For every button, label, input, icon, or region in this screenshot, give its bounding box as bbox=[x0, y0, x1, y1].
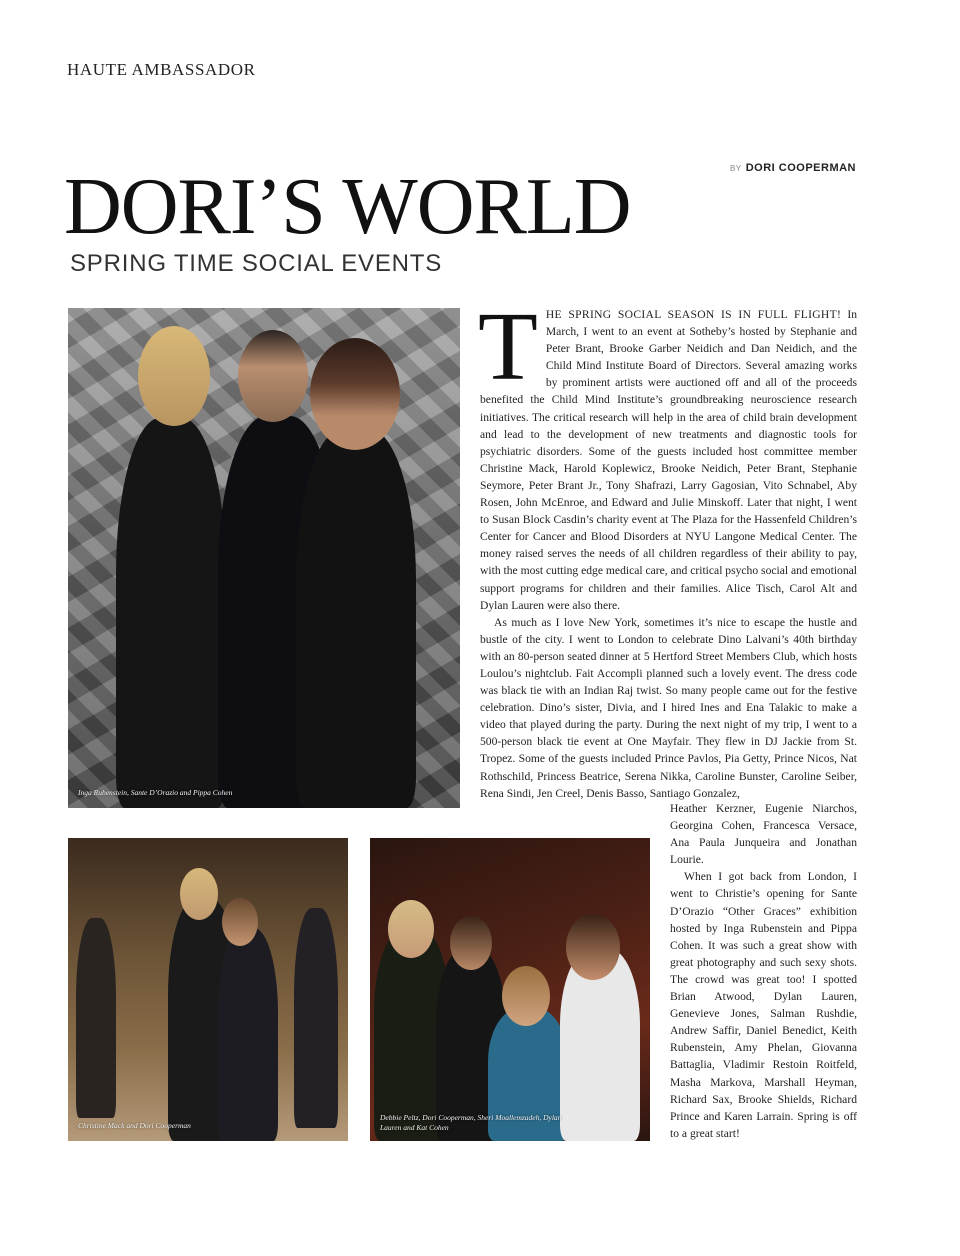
photo-head-right bbox=[310, 338, 400, 450]
photo-figure-left bbox=[116, 418, 226, 808]
article-column-top bbox=[478, 293, 857, 802]
photo-head bbox=[388, 900, 434, 958]
photo-head-right bbox=[222, 898, 258, 946]
main-photo bbox=[68, 308, 460, 808]
section-label: HAUTE AMBASSADOR bbox=[67, 60, 256, 79]
photo-head-left bbox=[138, 326, 210, 426]
byline-author: DORI COOPERMAN bbox=[745, 162, 856, 174]
drop-cap: T bbox=[478, 293, 538, 401]
headline: DORI’S WORLD bbox=[64, 163, 631, 251]
right-photo bbox=[370, 838, 650, 1141]
article-paragraph-text: In March, I went to an event at Sotheby’s hosted by Stephanie and Peter Brant, Brooke Garber Neidich and Dan Neidich, and the Child Mind Institute Board of Directors. Several amazing works by prominent artists were auctioned off and all of the proceeds benefited the Child Mind Institute’s groundbreaking neuroscience research initiatives. The critical research will help in the area of child brain development and lead to the development of new treatments and diagnostic tools for psychiatric disorders. Some of the guests included host committee member Christine Mack, Harold Koplewicz, Brooke Neidich, Peter Brant, Stephanie Seymore, Peter Brant Jr., Tony Shafrazi, Larry Gagosian, Vito Schnabel, Aby Rosen, John McEnroe, and Edward and Julie Minskoff. Later that night, I went to Susan Block Casdin’s charity event at The Plaza for the Hassenfeld Children’s Center for Cancer and Blood Disorders at NYU Langone Medical Center. The money raised serves the needs of all children regardless of their ability to pay, with the most cutting edge medical care, and critical psycho social and emotional support programs for children and their families. Alice Tisch, Carol Alt and Dylan Lauren were also there. bbox=[480, 308, 857, 612]
subhead: SPRING TIME SOCIAL EVENTS bbox=[70, 250, 443, 277]
article-paragraph: As much as I love New York, sometimes it’s nice to escape the hustle and bustle of the city. I went to London to celebrate Dino Lalvani’s 40th birthday with an 80-person seated dinner at 5 Hertford Street Members Club, which hosts Loulou’s nightclub. Fait Accompli planned such a lovely event. The dress code was black tie with an Indian Raj twist. So many people came out for the festive celebration. Dino’s sister, Divia, and I hired Ines and Ena Talakic to make a video that played during the party. During the next night of my trip, I went to a 500-person black tie event at One Mayfair. They flew in DJ Jackie from St. Tropez. Some of the guests included Prince Pavlos, Pia Getty, Prince Nicos, Nat Rothschild, Princess Beatrice, Serena Nikka, Caroline Bunster, Caroline Seiber, Rena Sindi, Jen Creel, Denis Basso, Santiago Gonzalez, bbox=[480, 615, 857, 800]
photo-head bbox=[502, 966, 550, 1026]
photo-bg-figure bbox=[294, 908, 338, 1128]
article-paragraph: Heather Kerzner, Eugenie Niarchos, Georgina Cohen, Francesca Versace, Ana Paula Junqueira and Jonathan Lourie. bbox=[670, 802, 857, 867]
left-photo bbox=[68, 838, 348, 1141]
byline bbox=[730, 162, 856, 174]
right-photo-caption: Debbie Peltz, Dori Cooperman, Sheri Moallemzadeh, Dylan Lauren and Kat Cohen bbox=[380, 1113, 562, 1132]
photo-head-left bbox=[180, 868, 218, 920]
photo-figure-right bbox=[296, 428, 416, 808]
byline-prefix: BY bbox=[730, 164, 742, 173]
article-column-bottom bbox=[670, 800, 857, 1142]
photo-bg-figure bbox=[76, 918, 116, 1118]
article-lead: HE SPRING SOCIAL SEASON IS IN FULL FLIGHT! bbox=[545, 308, 842, 321]
photo-head-center bbox=[238, 330, 308, 422]
main-photo-caption: Inga Rubenstein, Sante D’Orazio and Pippa Cohen bbox=[78, 788, 233, 797]
left-photo-caption: Christine Mack and Dori Cooperman bbox=[78, 1121, 191, 1130]
photo-head bbox=[450, 916, 492, 970]
photo-figure-right bbox=[218, 928, 278, 1141]
photo-head bbox=[566, 914, 620, 980]
article-paragraph: When I got back from London, I went to Christie’s opening for Sante D’Orazio “Other Graces” exhibition hosted by Inga Rubenstein and Pippa Cohen. It was such a great show with great photography and such sexy shots. The crowd was great too! I spotted Brian Atwood, Dylan Lauren, Genevieve Jones, Salman Rushdie, Andrew Saffir, Daniel Benedict, Keith Rubenstein, Amy Phelan, Giovanna Battaglia, Vladimir Restoin Roitfeld, Masha Markova, Marshall Heyman, Richard Sax, Brooke Shields, Richard Prince and Karen Larrain. Spring is off to a great start! bbox=[670, 870, 857, 1140]
